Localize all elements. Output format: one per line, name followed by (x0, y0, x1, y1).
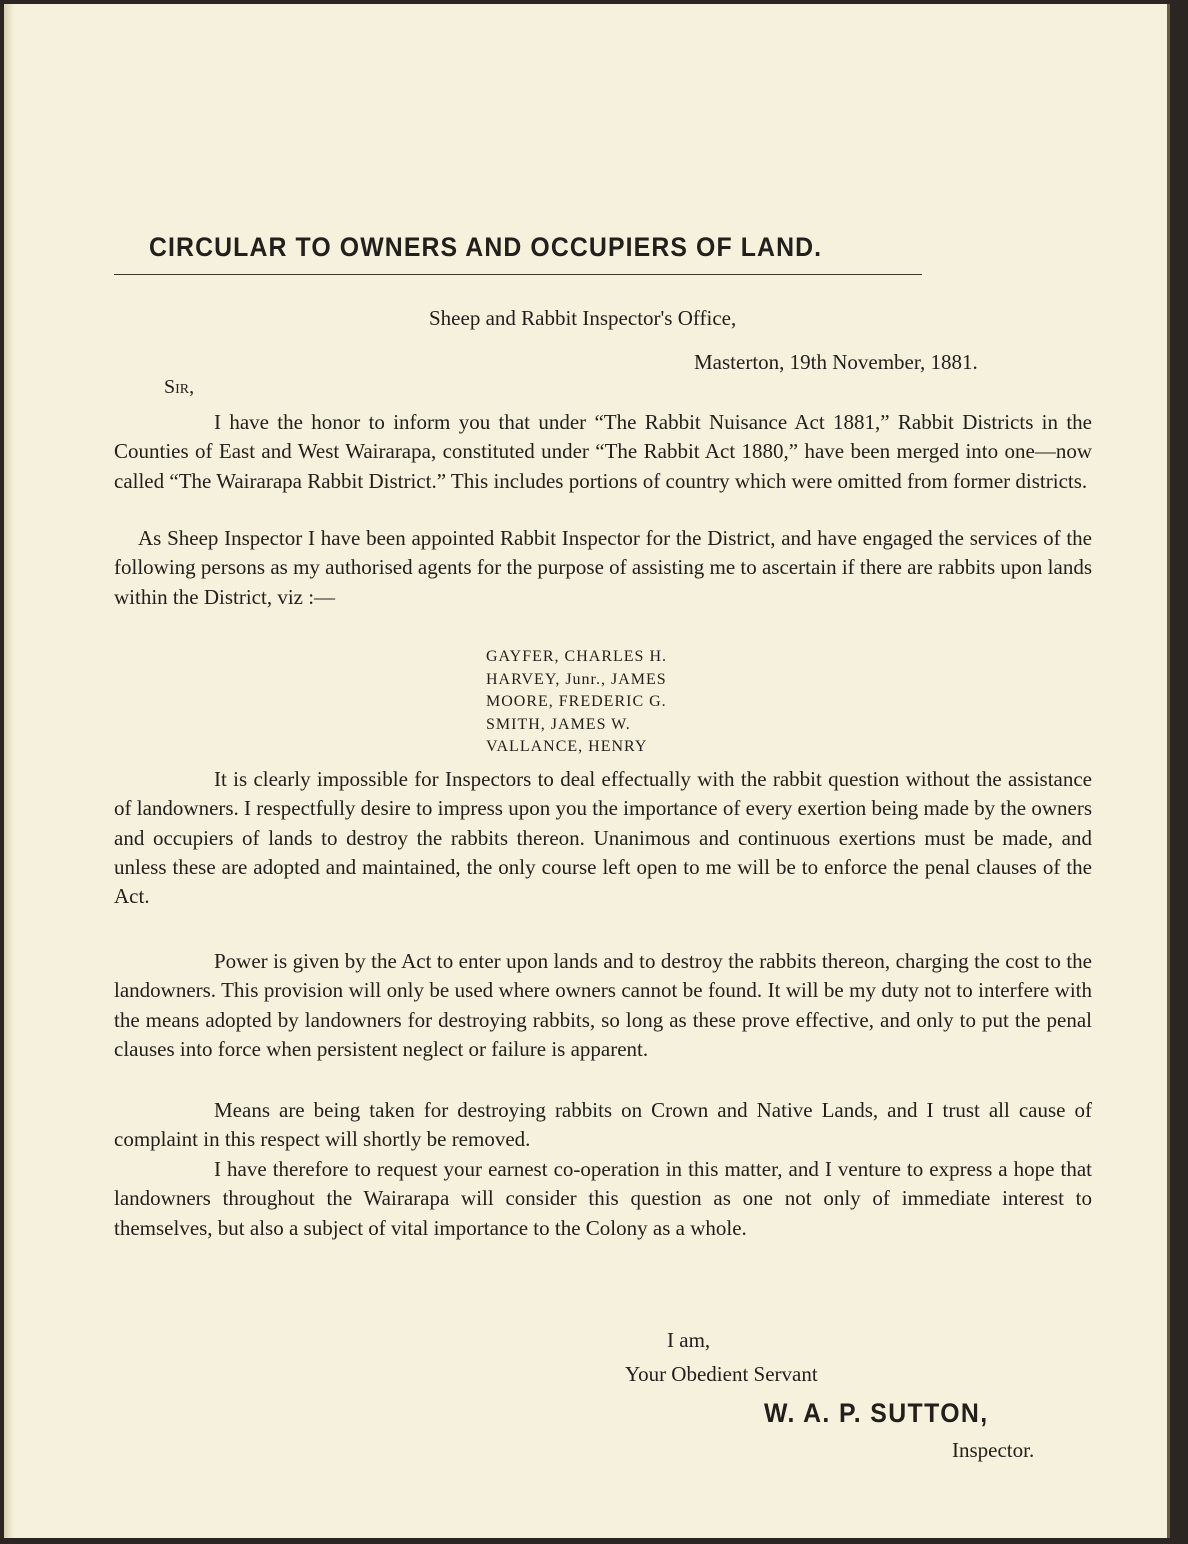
agent-name: HARVEY, Junr., JAMES (486, 670, 667, 688)
circular-title: CIRCULAR TO OWNERS AND OCCUPIERS OF LAND. (149, 232, 823, 262)
agent-name: MOORE, FREDERIC G. (486, 693, 667, 710)
signatory-title: Inspector. (952, 1438, 1035, 1462)
agent-name: VALLANCE, HENRY (486, 738, 648, 755)
title-underline (114, 274, 922, 275)
office-line: Sheep and Rabbit Inspector's Office, (429, 306, 737, 330)
salutation: Sir, (164, 376, 195, 398)
paragraph-power-of-entry: Power is given by the Act to enter upon lands and to destroy the rabbits thereon, charging the cost to the landowners. This provision will only be used where owners cannot be found. It will be my duty not to interfere with the means adopted by landowners for destroying rabbits, so long as these prove effective, and only to put the penal clauses into force when persistent neglect or failure is apparent. (114, 949, 1092, 1061)
servant-line: Your Obedient Servant (625, 1362, 818, 1386)
agent-name: SMITH, JAMES W. (486, 715, 631, 733)
paragraph-landowner-assistance: It is clearly impossible for Inspectors to deal effectually with the rabbit question without the assistance of landowners. I respectfully desire to impress upon you the importance of every exertion being made by the owners and occupiers of lands to destroy the rabbits thereon. Unanimous and continuous exertions must be made, and unless these are adopted and maintained, the only course left open to me will be to enforce the penal clauses of the Act. (114, 767, 1092, 909)
circular-page (4, 4, 1170, 1538)
paragraph-request-cooperation: I have therefore to request your earnest co-operation in this matter, and I venture to express a hope that landowners throughout the Wairarapa will consider this question as one not only of immediate interest to themselves, but also a subject of vital importance to the Colony as a whole. (114, 1157, 1092, 1240)
agent-list (486, 646, 667, 759)
date-line: Masterton, 19th November, 1881. (694, 350, 978, 374)
closing-line: I am, (667, 1328, 711, 1352)
page-edge-shadow (4, 4, 14, 1538)
signatory-name: W. A. P. SUTTON, (764, 1398, 989, 1428)
paragraph-act-merger: I have the honor to inform you that under “The Rabbit Nuisance Act 1881,” Rabbit Districts in the Counties of East and West Wairarapa, constituted under “The Rabbit Act 1880,” have been merged into one—now called “The Wairarapa Rabbit District.” This includes portions of country which were omitted from former districts. (114, 410, 1092, 493)
paragraph-agents-intro: As Sheep Inspector I have been appointed Rabbit Inspector for the District, and have engaged the services of the following persons as my authorised agents for the purpose of assisting me to ascertain if there are rabbits upon lands within the District, viz :— (114, 526, 1093, 609)
agent-name: GAYFER, CHARLES H. (486, 648, 667, 665)
paragraph-crown-lands: Means are being taken for destroying rabbits on Crown and Native Lands, and I trust all cause of complaint in this respect will shortly be removed. (114, 1098, 1092, 1152)
